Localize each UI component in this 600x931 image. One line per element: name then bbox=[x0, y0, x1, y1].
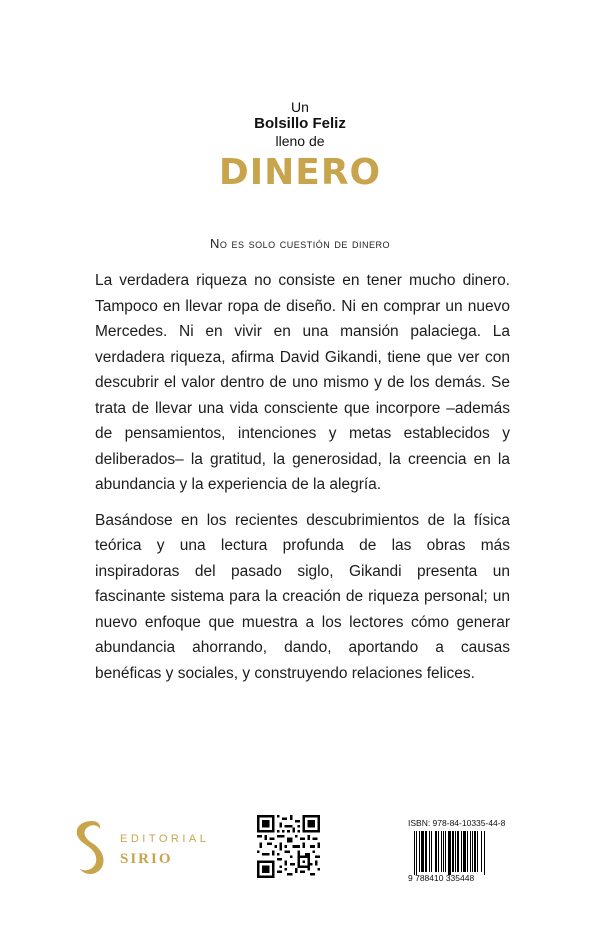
barcode-bar bbox=[481, 831, 482, 872]
barcode-bar bbox=[472, 831, 473, 872]
barcode-bar bbox=[457, 831, 459, 872]
barcode-bar bbox=[484, 831, 485, 875]
barcode-bar bbox=[421, 831, 424, 872]
barcode-bar bbox=[443, 831, 444, 872]
barcode-bar bbox=[416, 831, 417, 875]
isbn-block bbox=[408, 818, 510, 883]
swan-s-icon bbox=[70, 819, 106, 881]
barcode-bar bbox=[467, 831, 468, 872]
barcode-bar bbox=[463, 831, 466, 872]
qr-code bbox=[257, 815, 320, 878]
title-line-dinero: DINERO bbox=[218, 152, 382, 193]
barcode-bar bbox=[452, 831, 454, 872]
title-line-un: Un bbox=[291, 99, 309, 115]
barcode-bar bbox=[445, 831, 446, 872]
title-block bbox=[0, 99, 600, 193]
barcode-bar bbox=[448, 831, 451, 875]
subtitle: No es solo cuestión de dinero bbox=[210, 236, 390, 251]
publisher-name-line1: EDITORIAL bbox=[120, 833, 210, 845]
paragraph-1: La verdadera riqueza no consiste en tener mucho dinero. Tampoco en llevar ropa de diseño. Ni en comprar un nuevo Mercedes. Ni en vivir en una mansión palaciega. La verdadera riqueza, afirma David Gikandi, tiene que ver con descubrir el valor dentro de uno mismo y de los demás. Se trata de llevar una vida consciente que incorpore –además de pensamientos, intenciones y metas establecidos y deliberados– la gratitud, la generosidad, la creencia en la abundancia y la experiencia de la alegría. bbox=[95, 272, 510, 493]
publisher-name-line2: SIRIO bbox=[120, 851, 173, 867]
barcode-bar bbox=[414, 831, 415, 875]
barcode-bar bbox=[429, 831, 430, 872]
barcode-bar bbox=[431, 831, 432, 872]
barcode-bar bbox=[461, 831, 462, 872]
publisher-logo bbox=[70, 815, 230, 885]
barcode-bar bbox=[441, 831, 442, 872]
paragraph-2: Basándose en los recientes descubrimientos de la física teórica y una lectura profunda de las obras más inspiradoras del pasado siglo, Gikandi presenta un fascinante sistema para la creación de riqueza personal; un nuevo enfoque que muestra a los lectores cómo generar abundancia ahorrando, dando, aportando a causas benéficas y sociales, y construyendo relaciones felices. bbox=[95, 511, 510, 682]
barcode bbox=[408, 831, 510, 883]
barcode-bar bbox=[435, 831, 437, 872]
isbn-digits: 9 788410 335448 bbox=[408, 873, 475, 883]
body-text bbox=[95, 268, 510, 696]
title-line-lleno: lleno de bbox=[275, 133, 325, 149]
barcode-bar bbox=[425, 831, 427, 872]
barcode-bar bbox=[470, 831, 471, 872]
barcode-bar bbox=[474, 831, 476, 872]
barcode-bar bbox=[455, 831, 456, 872]
title-line-bolsillo: Bolsillo Feliz bbox=[254, 115, 346, 132]
barcode-bar bbox=[419, 831, 420, 872]
isbn-label: ISBN: 978-84-10335-44-8 bbox=[408, 818, 506, 828]
barcode-bar bbox=[477, 831, 478, 872]
barcode-bar bbox=[438, 831, 439, 872]
